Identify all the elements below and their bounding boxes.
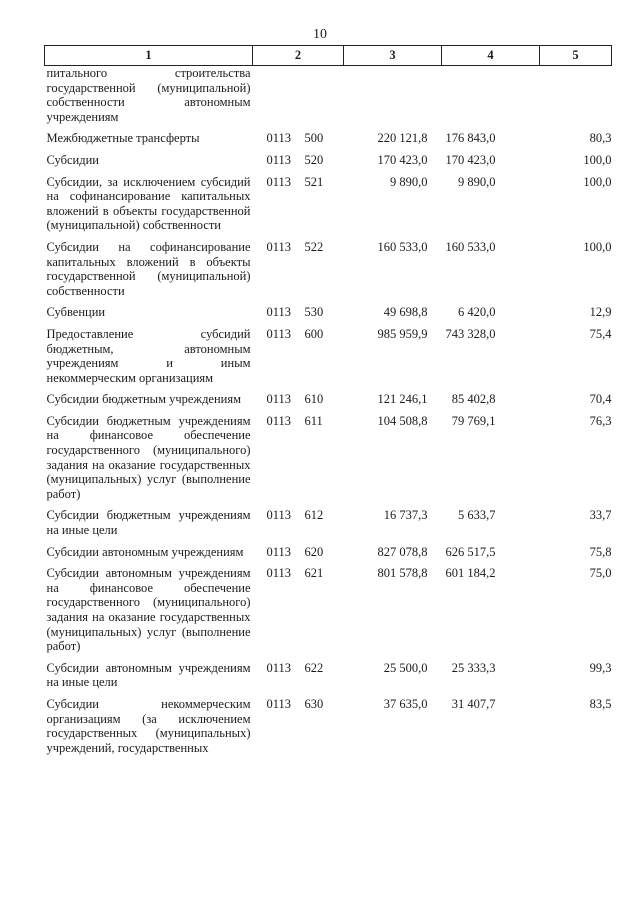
row-expense-type: 621 [304,566,324,581]
row-plan: 9 890,0 [390,174,428,189]
row-actual: 626 517,5 [445,544,496,559]
row-plan: 220 121,8 [377,131,428,146]
row-section: 0113 [266,305,292,320]
row-name: Субсидии бюджетным учреждениям [46,392,242,407]
row-name: Субсидии бюджетным учреждениям на финансовое обеспечение государственного (муниципального) задания на оказание государственных (муниципальных) услуг (выполнение работ) [46,413,251,501]
row-section: 0113 [266,660,292,675]
row-expense-type: 522 [304,239,324,254]
header-col-4: 4 [442,46,540,66]
row-percent: 12,9 [589,305,612,320]
row-section: 0113 [266,326,292,341]
table-body [45,66,612,763]
row-section: 0113 [266,508,292,523]
row-actual: 5 633,7 [458,508,496,523]
row-actual: 176 843,0 [445,131,496,146]
row-name: Предоставление субсидий бюджетным, автономным учреждениям и иным некоммерческим организациям [46,326,251,385]
table-row [45,327,612,392]
row-expense-type: 610 [304,392,324,407]
row-expense-type: 612 [304,508,324,523]
header-col-2: 2 [253,46,344,66]
row-actual: 79 769,1 [451,413,496,428]
row-section: 0113 [266,413,292,428]
row-percent: 100,0 [583,152,612,167]
row-actual: 85 402,8 [451,392,496,407]
row-name: Субсидии автономным учреждениям [46,544,244,559]
row-name: Субсидии на софинансирование капитальных вложений в объекты государственной (муниципальной) собственности [46,239,251,298]
row-percent: 33,7 [589,508,612,523]
table-row [45,240,612,305]
table-row [45,305,612,327]
row-percent: 75,8 [589,544,612,559]
row-section: 0113 [266,696,292,711]
row-code [253,240,344,305]
row-section: 0113 [266,239,292,254]
table-row [45,66,612,132]
row-actual: 160 533,0 [445,239,496,254]
row-percent: 83,5 [589,696,612,711]
row-section: 0113 [266,131,292,146]
row-plan: 49 698,8 [383,305,428,320]
row-section: 0113 [266,566,292,581]
row-percent: 80,3 [589,131,612,146]
row-percent: 75,0 [589,566,612,581]
budget-table [44,45,612,762]
row-name: Субсидии автономным учреждениям на финансовое обеспечение государственного (муниципального) задания на оказание государственных (муниципальных) услуг (выполнение работ) [46,566,251,654]
row-name: Субсидии бюджетным учреждениям на иные цели [46,508,251,538]
row-code [253,661,344,697]
row-percent: 75,4 [589,326,612,341]
row-percent [540,66,612,132]
row-plan: 37 635,0 [383,696,428,711]
row-plan [344,66,442,132]
row-plan: 827 078,8 [377,544,428,559]
row-code [253,414,344,509]
row-section: 0113 [266,544,292,559]
header-col-5: 5 [540,46,612,66]
row-section: 0113 [266,392,292,407]
row-expense-type: 530 [304,305,324,320]
row-section: 0113 [266,152,292,167]
table-row [45,697,612,762]
row-actual [442,66,540,132]
header-col-1: 1 [45,46,253,66]
row-plan: 16 737,3 [383,508,428,523]
row-expense-type: 600 [304,326,324,341]
row-expense-type: 622 [304,660,324,675]
header-row [45,46,612,66]
row-expense-type: 620 [304,544,324,559]
table-row [45,508,612,544]
row-expense-type: 611 [304,413,323,428]
table-row [45,392,612,414]
row-percent: 76,3 [589,413,612,428]
row-code [253,392,344,414]
table-row [45,175,612,240]
row-expense-type: 630 [304,696,324,711]
row-name: питального строительства государственной (муниципальной) собственности автономным учреждениям [46,66,251,124]
row-code [253,697,344,762]
row-actual: 6 420,0 [458,305,496,320]
row-code [253,175,344,240]
row-section: 0113 [266,174,292,189]
row-plan: 160 533,0 [377,239,428,254]
row-name: Субсидии [46,152,99,167]
row-expense-type: 521 [304,174,324,189]
row-percent: 70,4 [589,392,612,407]
row-actual: 743 328,0 [445,326,496,341]
table-row [45,131,612,153]
row-code [253,131,344,153]
row-plan: 801 578,8 [377,566,428,581]
row-actual: 170 423,0 [445,152,496,167]
row-expense-type: 500 [304,131,324,146]
row-plan: 104 508,8 [377,413,428,428]
table-row [45,153,612,175]
row-plan: 121 246,1 [377,392,428,407]
row-code [253,545,344,567]
row-actual: 601 184,2 [445,566,496,581]
row-percent: 99,3 [589,660,612,675]
row-plan: 25 500,0 [383,660,428,675]
row-code [253,153,344,175]
row-name: Субсидии автономным учреждениям на иные цели [46,660,251,690]
page-number: 10 [313,27,327,42]
table-row [45,566,612,661]
row-percent: 100,0 [583,174,612,189]
row-name: Субсидии некоммерческим организациям (за исключением государственных (муниципальных) учреждений, государственных [46,696,251,755]
table-row [45,414,612,509]
row-code [253,508,344,544]
row-actual: 25 333,3 [451,660,496,675]
row-code [253,305,344,327]
header-col-3: 3 [344,46,442,66]
row-name: Субсидии, за исключением субсидий на софинансирование капитальных вложений в объекты государственной (муниципальной) собственности [46,174,251,233]
row-code [253,66,344,132]
row-code [253,566,344,661]
row-name: Субвенции [46,305,106,320]
row-actual: 9 890,0 [458,174,496,189]
row-code [253,327,344,392]
row-name: Межбюджетные трансферты [46,131,200,146]
row-plan: 985 959,9 [377,326,428,341]
row-plan: 170 423,0 [377,152,428,167]
row-percent: 100,0 [583,239,612,254]
row-actual: 31 407,7 [451,696,496,711]
row-expense-type: 520 [304,152,324,167]
table-row [45,545,612,567]
table-row [45,661,612,697]
